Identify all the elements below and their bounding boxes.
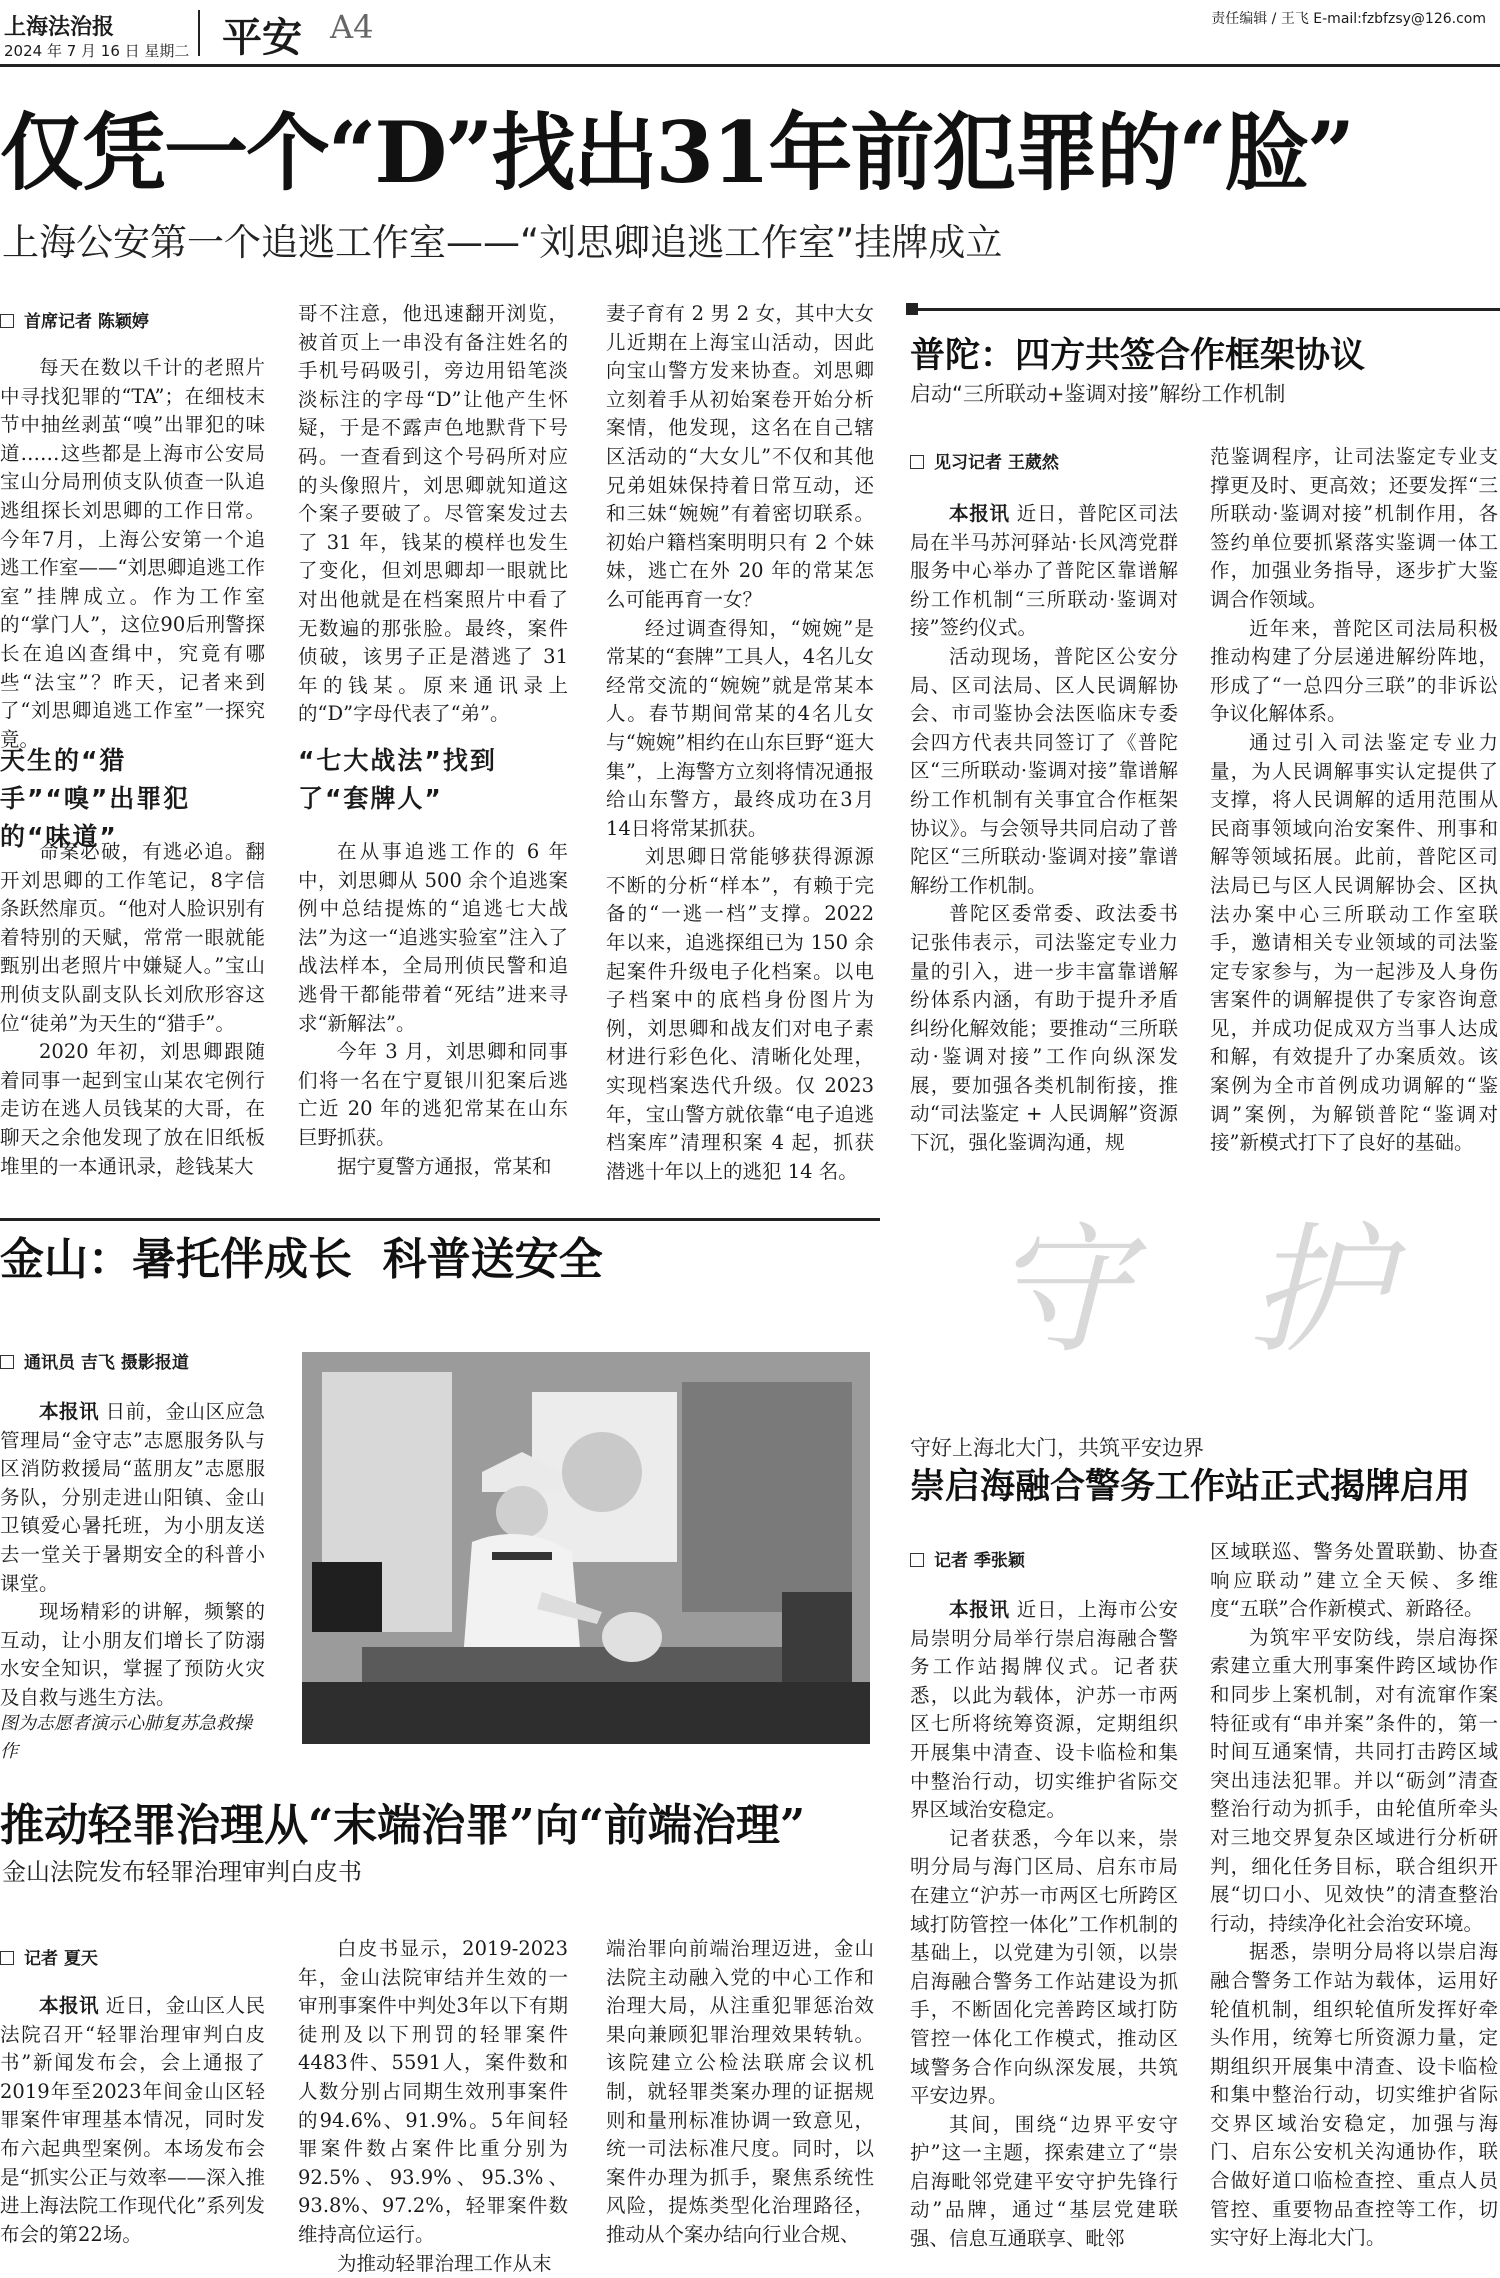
paper-name: 上海法治报 <box>4 14 115 40</box>
main-para: 据宁夏警方通报，常某和 <box>337 1154 552 1178</box>
jinshan-photo <box>302 1352 870 1744</box>
main-subhead-2: “七大战法”找到了“套牌人” <box>298 746 497 813</box>
main-para: 在从事追逃工作的 6 年中，刘思卿从 500 余个追逃案例中总结提炼的“追逃七大战法”为这一“追逃实验室”注入了战法样本，全局刑侦民警和追逃骨干都能带着“死结”进来寻求“新解法”。 <box>298 840 568 1035</box>
jinshan-caption: 图为志愿者演示心肺复苏急救操作 <box>0 1713 252 1762</box>
main-subhead-1: 天生的“猎手”“嗅”出罪犯的“味道” <box>0 746 191 851</box>
putuo-para: 范鉴调程序，让司法鉴定专业支撑更及时、更高效；还要发挥“三所联动·鉴调对接”机制作用，各签约单位要抓紧落实鉴调一体工作，加强业务指导，逐步扩大鉴调合作领域。 <box>1210 445 1498 611</box>
qingzui-deck: 金山法院发布轻罪治理审判白皮书 <box>2 1858 362 1886</box>
main-para: 命案必破，有逃必追。翻开刘思卿的工作笔记，8字信条跃然扉页。“他对人脸识别有着特别的天赋，常常一眼就能甄别出老照片中嫌疑人。”宝山刑侦支队副支队长刘欣形容这位“徒弟”为天生的“猎手”。 <box>0 840 265 1035</box>
qingzui-para: 本报讯 近日，金山区人民法院召开“轻罪治理审判白皮书”新闻发布会，会上通报了2019年至2023年间金山区轻罪案件审理基本情况，同时发布六起典型案例。本场发布会是“抓实公正与效率——深入推进上海法院工作现代化”系列发布会的第22场。 <box>0 1994 265 2246</box>
main-para: 哥不注意，他迅速翻开浏览，被首页上一串没有备注姓名的手机号码吸引，旁边用铅笔淡淡标注的字母“D”让他产生怀疑，于是不露声色地默背下号码。一查看到这个号码所对应的头像照片，刘思卿就知道这个案子要破了。尽管案发过去了 31 年，钱某的模样也发生了变化，但刘思卿却一眼就比对出他就是在档案照片中看了无数遍的那张脸。最终，案件侦破，该男子正是潜逃了 31 年的钱某。原来通讯录上的“D”字母代表了“弟”。 <box>298 302 568 726</box>
cpr-demo-image <box>302 1352 870 1744</box>
putuo-headline: 普陀：四方共签合作框架协议 <box>910 335 1366 376</box>
chongming-kicker: 守好上海北大门，共筑平安边界 <box>910 1436 1204 1460</box>
qingzui-para: 端治罪向前端治理迈进，金山法院主动融入党的中心工作和治理大局，从注重犯罪惩治效果向兼顾犯罪治理效果转轨。该院建立公检法联席会议机制，就轻罪类案办理的证据规则和量刑标准协调一致意见，统一司法标准尺度。同时，以案件办理为抓手，聚焦系统性风险，提炼类型化治理路径，推动从个案办结向行业合规、 <box>606 1937 874 2246</box>
qingzui-col1 <box>0 1992 265 2249</box>
putuo-col1 <box>910 500 1178 1158</box>
putuo-para: 近年来，普陀区司法局积极推动构建了分层递进解纷阵地，形成了“一总四分三联”的非诉讼争议化解体系。 <box>1210 616 1498 726</box>
jinshan-body <box>0 1398 265 1713</box>
main-para: 经过调查得知，“婉婉”是常某的“套牌”工具人，4名儿女经常交流的“婉婉”就是常某本人。春节期间常某的4名儿女与“婉婉”相约在山东巨野“逛大集”，上海警方立刻将情况通报给山东警方，最终成功在3月14日将常某抓获。 <box>606 616 874 840</box>
main-col3 <box>606 300 874 1186</box>
chongming-para: 其间，围绕“边界平安守护”这一主题，探索建立了“崇启海毗邻党建平安守护先锋行动”品牌，通过“基层党建联强、信息互通联享、毗邻 <box>910 2112 1178 2251</box>
chongming-byline-text: 记者 季张颖 <box>934 1551 1025 1571</box>
main-byline-text: 首席记者 陈颖婷 <box>24 312 149 332</box>
qingzui-para: 为推动轻罪治理工作从末 <box>337 2251 552 2275</box>
chongming-col2 <box>1210 1538 1498 2253</box>
lead-tag: 本报讯 <box>39 1994 99 2017</box>
jinshan-byline <box>0 1348 189 1373</box>
qingzui-headline: 推动轻罪治理从“末端治罪”向“前端治理” <box>0 1800 806 1851</box>
main-para: 妻子育有 2 男 2 女，其中大女儿近期在上海宝山活动，因此向宝山警方发来协查。刘思卿立刻着手从初始案卷开始分析案情，他发现，这名在自己辖区活动的“大女儿”不仅和其他兄弟姐妹保持着日常互动，还和三妹“婉婉”有着密切联系。初始户籍档案明明只有 2 个妹妹，逃亡在外 20 年的常某怎么可能再育一女？ <box>606 302 874 611</box>
chongming-headline: 崇启海融合警务工作站正式揭牌启用 <box>910 1466 1471 1507</box>
main-col1 <box>0 354 265 754</box>
main-byline <box>0 307 149 332</box>
chongming-byline <box>910 1546 1025 1571</box>
chongming-para: 据悉，崇明分局将以崇启海融合警务工作站为载体，运用好轮值机制，组织轮值所发挥好牵头作用，统筹七所资源力量，定期组织开展集中清查、设卡临检和集中整治行动，切实维护省际交界区域治安稳定，加强与海门、启东公安机关沟通协作，联合做好道口临检查控、重点人员管控、重要物品查控等工作，切实守好上海北大门。 <box>1210 1940 1498 2250</box>
main-col2 <box>298 300 568 729</box>
putuo-para: 普陀区委常委、政法委书记张伟表示，司法鉴定专业力量的引入，进一步丰富靠谱解纷体系内涵，有助于提升矛盾纠纷化解效能；要推动“三所联动·鉴调对接”工作向纵深发展，要加强各类机制衔接，推动“司法鉴定 + 人民调解”资源下沉，强化鉴调沟通，规 <box>910 902 1178 1155</box>
main-deck: 上海公安第一个追逃工作室——“刘思卿追逃工作室”挂牌成立 <box>2 221 1003 264</box>
issue-date: 2024 年 7 月 16 日 星期二 <box>4 42 190 60</box>
putuo-byline-text: 见习记者 王葳然 <box>934 453 1059 473</box>
lead-tag: 本报讯 <box>949 1598 1010 1621</box>
putuo-col2 <box>1210 443 1498 1158</box>
qingzui-col2 <box>298 1935 568 2278</box>
main-para: 今年 3 月，刘思卿和同事们将一名在宁夏银川犯案后逃亡近 20 年的逃犯常某在山东巨野抓获。 <box>298 1040 568 1149</box>
putuo-para: 本报讯 近日，普陀区司法局在半马苏河驿站·长风湾党群服务中心举办了普陀区靠谱解纷工作机制“三所联动·鉴调对接”签约仪式。 <box>910 502 1178 640</box>
main-col1b <box>0 838 265 1181</box>
main-col2b <box>298 838 568 1181</box>
guard-watermark: 守 护 <box>990 1210 1400 1373</box>
chongming-para: 记者获悉，今年以来，崇明分局与海门区局、启东市局在建立“沪苏一市两区七所跨区域打防管控一体化”工作机制的基础上，以党建为引领，以崇启海融合警务工作站建设为抓手，不断固化完善跨区域打防管控一体化工作模式，推动区域警务合作向纵深发展，共筑平安边界。 <box>910 1826 1178 2108</box>
jinshan-headline: 金山：暑托伴成长 科普送安全 <box>0 1234 603 1285</box>
lead-tag: 本报讯 <box>39 1400 99 1423</box>
section-name: 平安 <box>222 15 302 61</box>
jinshan-byline-text: 通讯员 吉飞 摄影报道 <box>24 1353 189 1373</box>
editor-info: 责任编辑 / 王飞 E-mail:fzbfzsy@126.com <box>1211 11 1486 27</box>
jinshan-para: 本报讯 日前，金山区应急管理局“金守志”志愿服务队与区消防救援局“蓝朋友”志愿服务队，分别走进山阳镇、金山卫镇爱心暑托班，为小朋友送去一堂关于暑期安全的科普小课堂。 <box>0 1400 265 1595</box>
main-para: 刘思卿日常能够获得源源不断的分析“样本”，有赖于完备的“一逃一档”支撑。2022 年以来，追逃探组已为 150 余起案件升级电子化档案。以电子档案中的底档身份图片为例，刘思卿和战友们对电子素材进行彩色化、清晰化处理，实现档案迭代升级。仅 2023 年，宝山警方就依靠“电子追逃档案库”清理积案 4 起，抓获潜逃十年以上的逃犯 14 名。 <box>606 845 874 1183</box>
jinshan-para: 现场精彩的讲解，频繁的互动，让小朋友们增长了防溺水安全知识，掌握了预防火灾及自救与逃生方法。 <box>0 1600 265 1709</box>
qingzui-byline-text: 记者 夏天 <box>24 1949 98 1969</box>
chongming-para: 为筑牢平安防线，崇启海探索建立重大刑事案件跨区域协作和同步上案机制，对有流窜作案特征或有“串并案”条件的，第一时间互通案情，共同打击跨区域突出违法犯罪。并以“砺剑”清查整治行动为抓手，由轮值所牵头对三地交界复杂区域进行分析研判，细化任务目标，联合组织开展“切口小、见效快”的清查整治行动，持续净化社会治安环境。 <box>1210 1625 1498 1935</box>
chongming-col1 <box>910 1596 1178 2254</box>
putuo-para: 活动现场，普陀区公安分局、区司法局、区人民调解协会、市司鉴协会法医临床专委会四方代表共同签订了《普陀区“三所联动·鉴调对接”靠谱解纷工作机制有关事宜合作框架协议》。与会领导共同启动了普陀区“三所联动·鉴调对接”靠谱解纷工作机制。 <box>910 644 1178 897</box>
main-para: 每天在数以千计的老照片中寻找犯罪的“TA”；在细枝末节中抽丝剥茧“嗅”出罪犯的味道……这些都是上海市公安局宝山分局刑侦支队侦查一队追逃组探长刘思卿的工作日常。今年7月，上海公安第一个追逃工作室——“刘思卿追逃工作室”挂牌成立。作为工作室的“掌门人”，这位90后刑警探长在追凶查缉中，究竟有哪些“法宝”？昨天，记者来到了“刘思卿追逃工作室”一探究竟。 <box>0 356 265 751</box>
chongming-para: 区域联巡、警务处置联勤、协查响应联动”建立全天候、多维度“五联”合作新模式、新路径。 <box>1210 1540 1498 1621</box>
putuo-byline <box>910 448 1059 473</box>
main-para: 2020 年初，刘思卿跟随着同事一起到宝山某农宅例行走访在逃人员钱某的大哥，在聊天之余他发现了放在旧纸板堆里的一本通讯录，趁钱某大 <box>0 1040 265 1178</box>
putuo-para: 通过引入司法鉴定专业力量，为人民调解事实认定提供了支撑，将人民调解的适用范围从民商事领域向治安案件、刑事和解等领域拓展。此前，普陀区司法局已与区人民调解协会、区执法办案中心三所联动工作室联手，邀请相关专业领域的司法鉴定专家参与，为一起涉及人身伤害案件的调解提供了专家咨询意见，并成功促成双方当事人达成和解，有效提升了办案质效。该案例为全市首例成功调解的“鉴调”案例，为解锁普陀“鉴调对接”新模式打下了良好的基础。 <box>1210 730 1498 1155</box>
qingzui-col3 <box>606 1935 874 2250</box>
qingzui-para: 白皮书显示，2019-2023年，金山法院审结并生效的一审刑事案件中判处3年以下有期徒刑及以下刑罚的轻罪案件4483件、5591人，案件数和人数分别占同期生效刑事案件的94.6%、91.9%。5年间轻罪案件数占案件比重分别为92.5%、93.9%、95.3%、93.8%、97.2%，轻罪案件数维持高位运行。 <box>298 1937 568 2246</box>
putuo-deck: 启动“三所联动+鉴调对接”解纷工作机制 <box>910 382 1286 406</box>
lead-tag: 本报讯 <box>949 502 1010 525</box>
qingzui-byline <box>0 1944 98 1969</box>
chongming-para: 本报讯 近日，上海市公安局崇明分局举行崇启海融合警务工作站揭牌仪式。记者获悉，以此为载体，沪苏一市两区七所将统筹资源，定期组织开展集中清查、设卡临检和集中整治行动，切实维护省际交界区域治安稳定。 <box>910 1598 1178 1822</box>
masthead <box>0 0 1500 70</box>
main-headline: 仅凭一个“D”找出31年前犯罪的“脸” <box>0 103 1354 202</box>
page-number: A4 <box>330 8 374 46</box>
